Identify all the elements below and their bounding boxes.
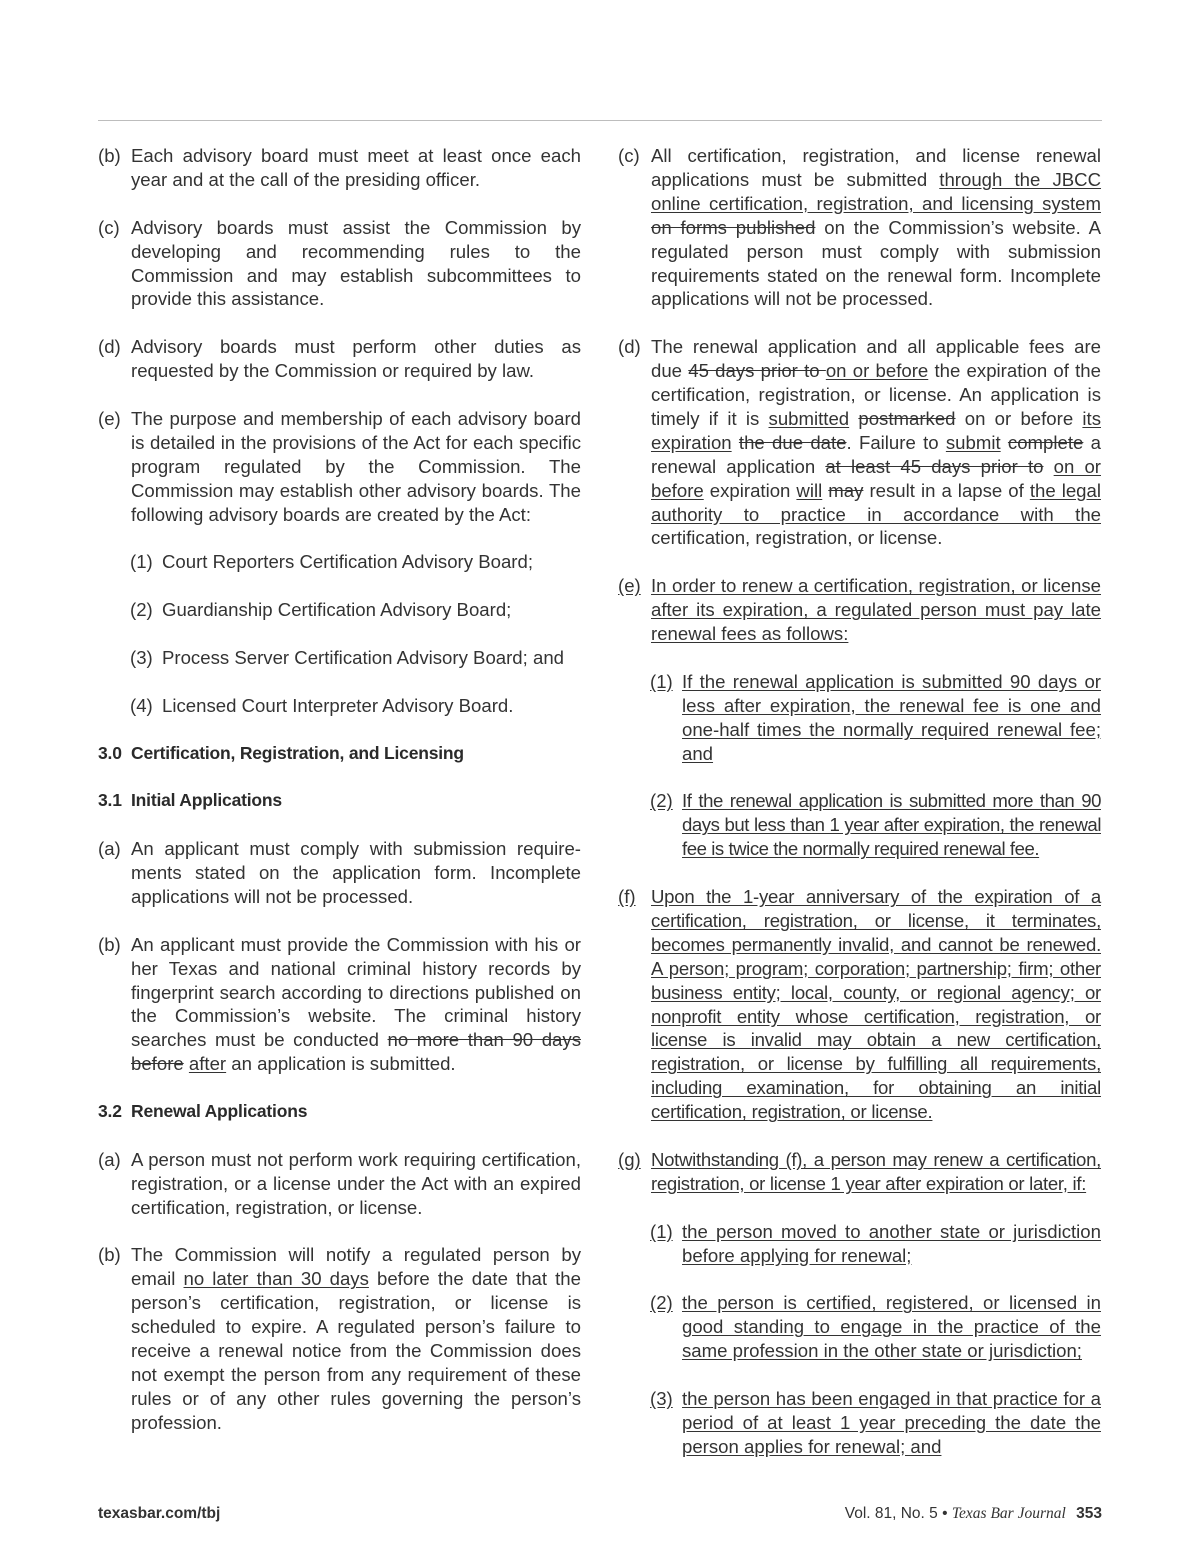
paragraph-3-2-f: [618, 885, 1101, 1124]
paragraph-label: (a): [98, 1148, 121, 1170]
paragraph-label: (c): [98, 216, 120, 238]
inserted-text: no later than 30 days: [183, 1268, 369, 1290]
text-run: before the date that the person’s certification, registration, or license is scheduled to expire. A regulated person’s failure to receive a renewal notice from the Commission does not exempt the person from any requirement of these rules or of any other rules governing the person’s profession.: [131, 1268, 581, 1433]
paragraph-d: [98, 335, 581, 383]
list-item-label: (4): [130, 694, 153, 716]
footer-volume: Vol. 81, No. 5: [844, 1505, 938, 1522]
paragraph-e: [98, 407, 581, 527]
paragraph-label: (d): [98, 336, 121, 358]
list-item-text: Licensed Court Interpreter Advisory Board.: [162, 694, 514, 716]
inserted-text: after: [188, 1053, 227, 1075]
list-item-text: If the renewal application is submitted 90 days or less after expiration, the renewal fee is one and one-half times the normally required renewal fee; and: [682, 670, 1101, 764]
list-item-label: (1): [650, 670, 673, 692]
paragraph-text: In order to renew a certification, registration, or license after its expiration, a regulated person must pay late renewal fees as follows:: [651, 575, 1101, 645]
inserted-text: will: [796, 479, 823, 501]
text-run: an application is submitted.: [226, 1053, 456, 1075]
right-column: [618, 144, 1101, 1483]
deleted-text: the due date: [738, 431, 847, 453]
paragraph-text: [131, 933, 581, 1076]
paragraph-3-1-a: [98, 837, 581, 909]
text-run: [1043, 456, 1053, 477]
paragraph-text: An applicant must comply with submission require-ments stated on the application form. Incomplete applications will not be processed.: [131, 838, 581, 907]
list-item-text: Court Reporters Certification Advisory Board;: [162, 551, 533, 573]
inserted-text: on or before: [651, 455, 1101, 501]
paragraph-b: [98, 144, 581, 192]
inserted-text: its expiration: [651, 407, 1101, 453]
paragraph-label: (e): [618, 575, 641, 597]
inserted-text: submitted: [768, 407, 850, 429]
text-run: . Failure to: [846, 431, 946, 453]
section-number: 3.1: [98, 790, 122, 811]
text-run: expiration: [703, 479, 797, 501]
list-item-label: (2): [130, 599, 153, 621]
paragraph-c: [98, 216, 581, 312]
deleted-text: 45 days prior to: [688, 360, 826, 382]
paragraph-label: (e): [98, 407, 121, 429]
section-number: 3.0: [98, 742, 122, 763]
paragraph-text: [131, 1243, 581, 1434]
inserted-text: through the JBCC online certification, registration, and licensing system: [651, 168, 1102, 214]
paragraph-label: (b): [98, 1244, 121, 1266]
paragraph-3-2-g: [618, 1148, 1101, 1196]
left-column: [98, 144, 581, 1459]
deleted-text: may: [828, 479, 864, 501]
paragraph-label: (a): [98, 838, 121, 860]
deleted-text: complete: [1007, 431, 1084, 453]
list-item-label: (3): [130, 646, 153, 668]
list-item: [130, 694, 581, 718]
section-title: Initial Applications: [131, 790, 282, 811]
footer-journal-name: Texas Bar Journal: [951, 1505, 1066, 1522]
paragraph-3-2-a: [98, 1148, 581, 1220]
paragraph-label: (b): [98, 145, 121, 166]
list-item-label: (2): [650, 790, 673, 812]
paragraph-text: Advisory boards must perform other duties as requested by the Commission or required by law.: [131, 336, 581, 382]
paragraph-text: Upon the 1-year anniversary of the expiration of a certification, registration, or license, it terminates, becomes permanently invalid, and cannot be renewed. A person; program; corporation; partnership; firm; other business entity; local, county, or regional agency; or nonprofit entity whose certification, registration, or license is invalid may obtain a new certification, registration, or license by fulfilling all requirements, including examination, for obtaining an initial certification, registration, or license.: [651, 886, 1101, 1123]
footer-issue-info: [845, 1505, 1102, 1523]
section-heading-3-0: [98, 742, 581, 766]
list-item-text: the person has been engaged in that practice for a period of at least 1 year preceding the date the person applies for renewal; and: [682, 1387, 1101, 1457]
list-item-label: (1): [130, 551, 153, 573]
paragraph-label: (b): [98, 933, 121, 955]
paragraph-label: (g): [618, 1148, 641, 1170]
list-item: [650, 789, 1101, 861]
list-item-text: If the renewal application is submitted more than 90 days but less than 1 year after expiration, the renewal fee is twice the normally required renewal fee.: [682, 790, 1101, 860]
list-item: [130, 550, 581, 574]
list-item-text: Guardianship Certification Advisory Board;: [162, 599, 512, 621]
footer-page-number: 353: [1076, 1505, 1102, 1522]
list-item-label: (1): [650, 1220, 673, 1242]
text-run: The Commission will notify a regulated person by email: [131, 1244, 581, 1290]
paragraph-label: (f): [618, 886, 636, 908]
section-title: Renewal Applications: [131, 1101, 308, 1122]
text-run: on or before: [955, 407, 1083, 429]
text-run: on the Commission’s website. A regulated person must comply with submission requirements stated on the renewal form. Incomplete applications will not be processed.: [651, 216, 1101, 310]
footer-bullet: •: [942, 1505, 948, 1522]
list-item-text: the person is certified, registered, or licensed in good standing to engage in the practice of the same profession in the other state or jurisdiction;: [682, 1292, 1101, 1362]
paragraph-text: [651, 335, 1101, 550]
footer-site-link[interactable]: texasbar.com/tbj: [98, 1505, 221, 1522]
paragraph-3-2-e: [618, 574, 1101, 646]
inserted-text: submit: [945, 431, 1001, 453]
list-item: [130, 646, 581, 670]
text-run: The renewal application and all applicable fees are due: [651, 336, 1101, 382]
list-item: [650, 1291, 1101, 1363]
list-item-label: (3): [650, 1387, 673, 1409]
paragraph-3-2-c: [618, 144, 1101, 311]
inserted-text: the legal authority to practice in accordance with the: [651, 479, 1101, 525]
paragraph-label: (c): [618, 145, 640, 166]
text-run: a renewal application: [651, 431, 1101, 477]
list-item-label: (2): [650, 1292, 673, 1314]
list-item-text: the person moved to another state or jurisdiction before applying for renewal;: [682, 1220, 1101, 1266]
list-item: [650, 670, 1101, 766]
paragraph-text: Each advisory board must meet at least once each year and at the call of the presiding officer.: [131, 145, 581, 190]
paragraph-label: (d): [618, 336, 641, 358]
text-run: An applicant must provide the Commission with his or her Texas and national criminal history records by fingerprint search according to directions published on the Commission’s website. The criminal history searches must be conducted: [131, 933, 581, 1051]
list-item: [130, 598, 581, 622]
paragraph-3-2-b: [98, 1243, 581, 1434]
list-item: [650, 1220, 1101, 1268]
section-heading-3-1: [98, 789, 581, 813]
paragraph-text: Advisory boards must assist the Commission by developing and recommending rules to the Commission and may establish subcommittees to provide this assistance.: [131, 216, 581, 310]
section-number: 3.2: [98, 1101, 122, 1122]
list-item: [650, 1387, 1101, 1459]
text-run: result in a lapse of: [863, 479, 1030, 501]
text-run: [732, 432, 739, 453]
text-run: [1001, 432, 1008, 453]
text-run: All certification, registration, and license renewal applications must be submitted: [651, 145, 1101, 190]
text-run: the expiration of the certification, registration, or license. An application is timely if it is: [651, 360, 1101, 429]
deleted-text: on forms published: [651, 216, 816, 238]
top-divider: [98, 120, 1102, 121]
list-item-text: Process Server Certification Advisory Board; and: [162, 646, 565, 668]
paragraph-text: [651, 144, 1101, 311]
deleted-text: postmarked: [858, 407, 956, 429]
paragraph-text: The purpose and membership of each advisory board is detailed in the provisions of the Act for each specific program regulated by the Commission. The Commission may establish other advisory boards. The following advisory boards are created by the Act:: [131, 407, 581, 525]
paragraph-text: Notwithstanding (f), a person may renew a certification, registration, or license 1 year after expiration or later, if:: [651, 1148, 1101, 1194]
paragraph-3-1-b: [98, 933, 581, 1076]
deleted-text: at least 45 days prior to: [825, 455, 1044, 477]
paragraph-text: A person must not perform work requiring certification, registration, or a license under the Act with an expired certification, registration, or license.: [131, 1148, 581, 1218]
inserted-text: on or before: [825, 360, 929, 382]
section-heading-3-2: [98, 1100, 581, 1124]
deleted-text: no more than 90 days before: [131, 1029, 581, 1075]
section-title: Certification, Registration, and Licensing: [131, 742, 464, 763]
text-run: [849, 408, 858, 429]
paragraph-3-2-d: [618, 335, 1101, 550]
text-run: certification, registration, or license.: [651, 527, 943, 549]
